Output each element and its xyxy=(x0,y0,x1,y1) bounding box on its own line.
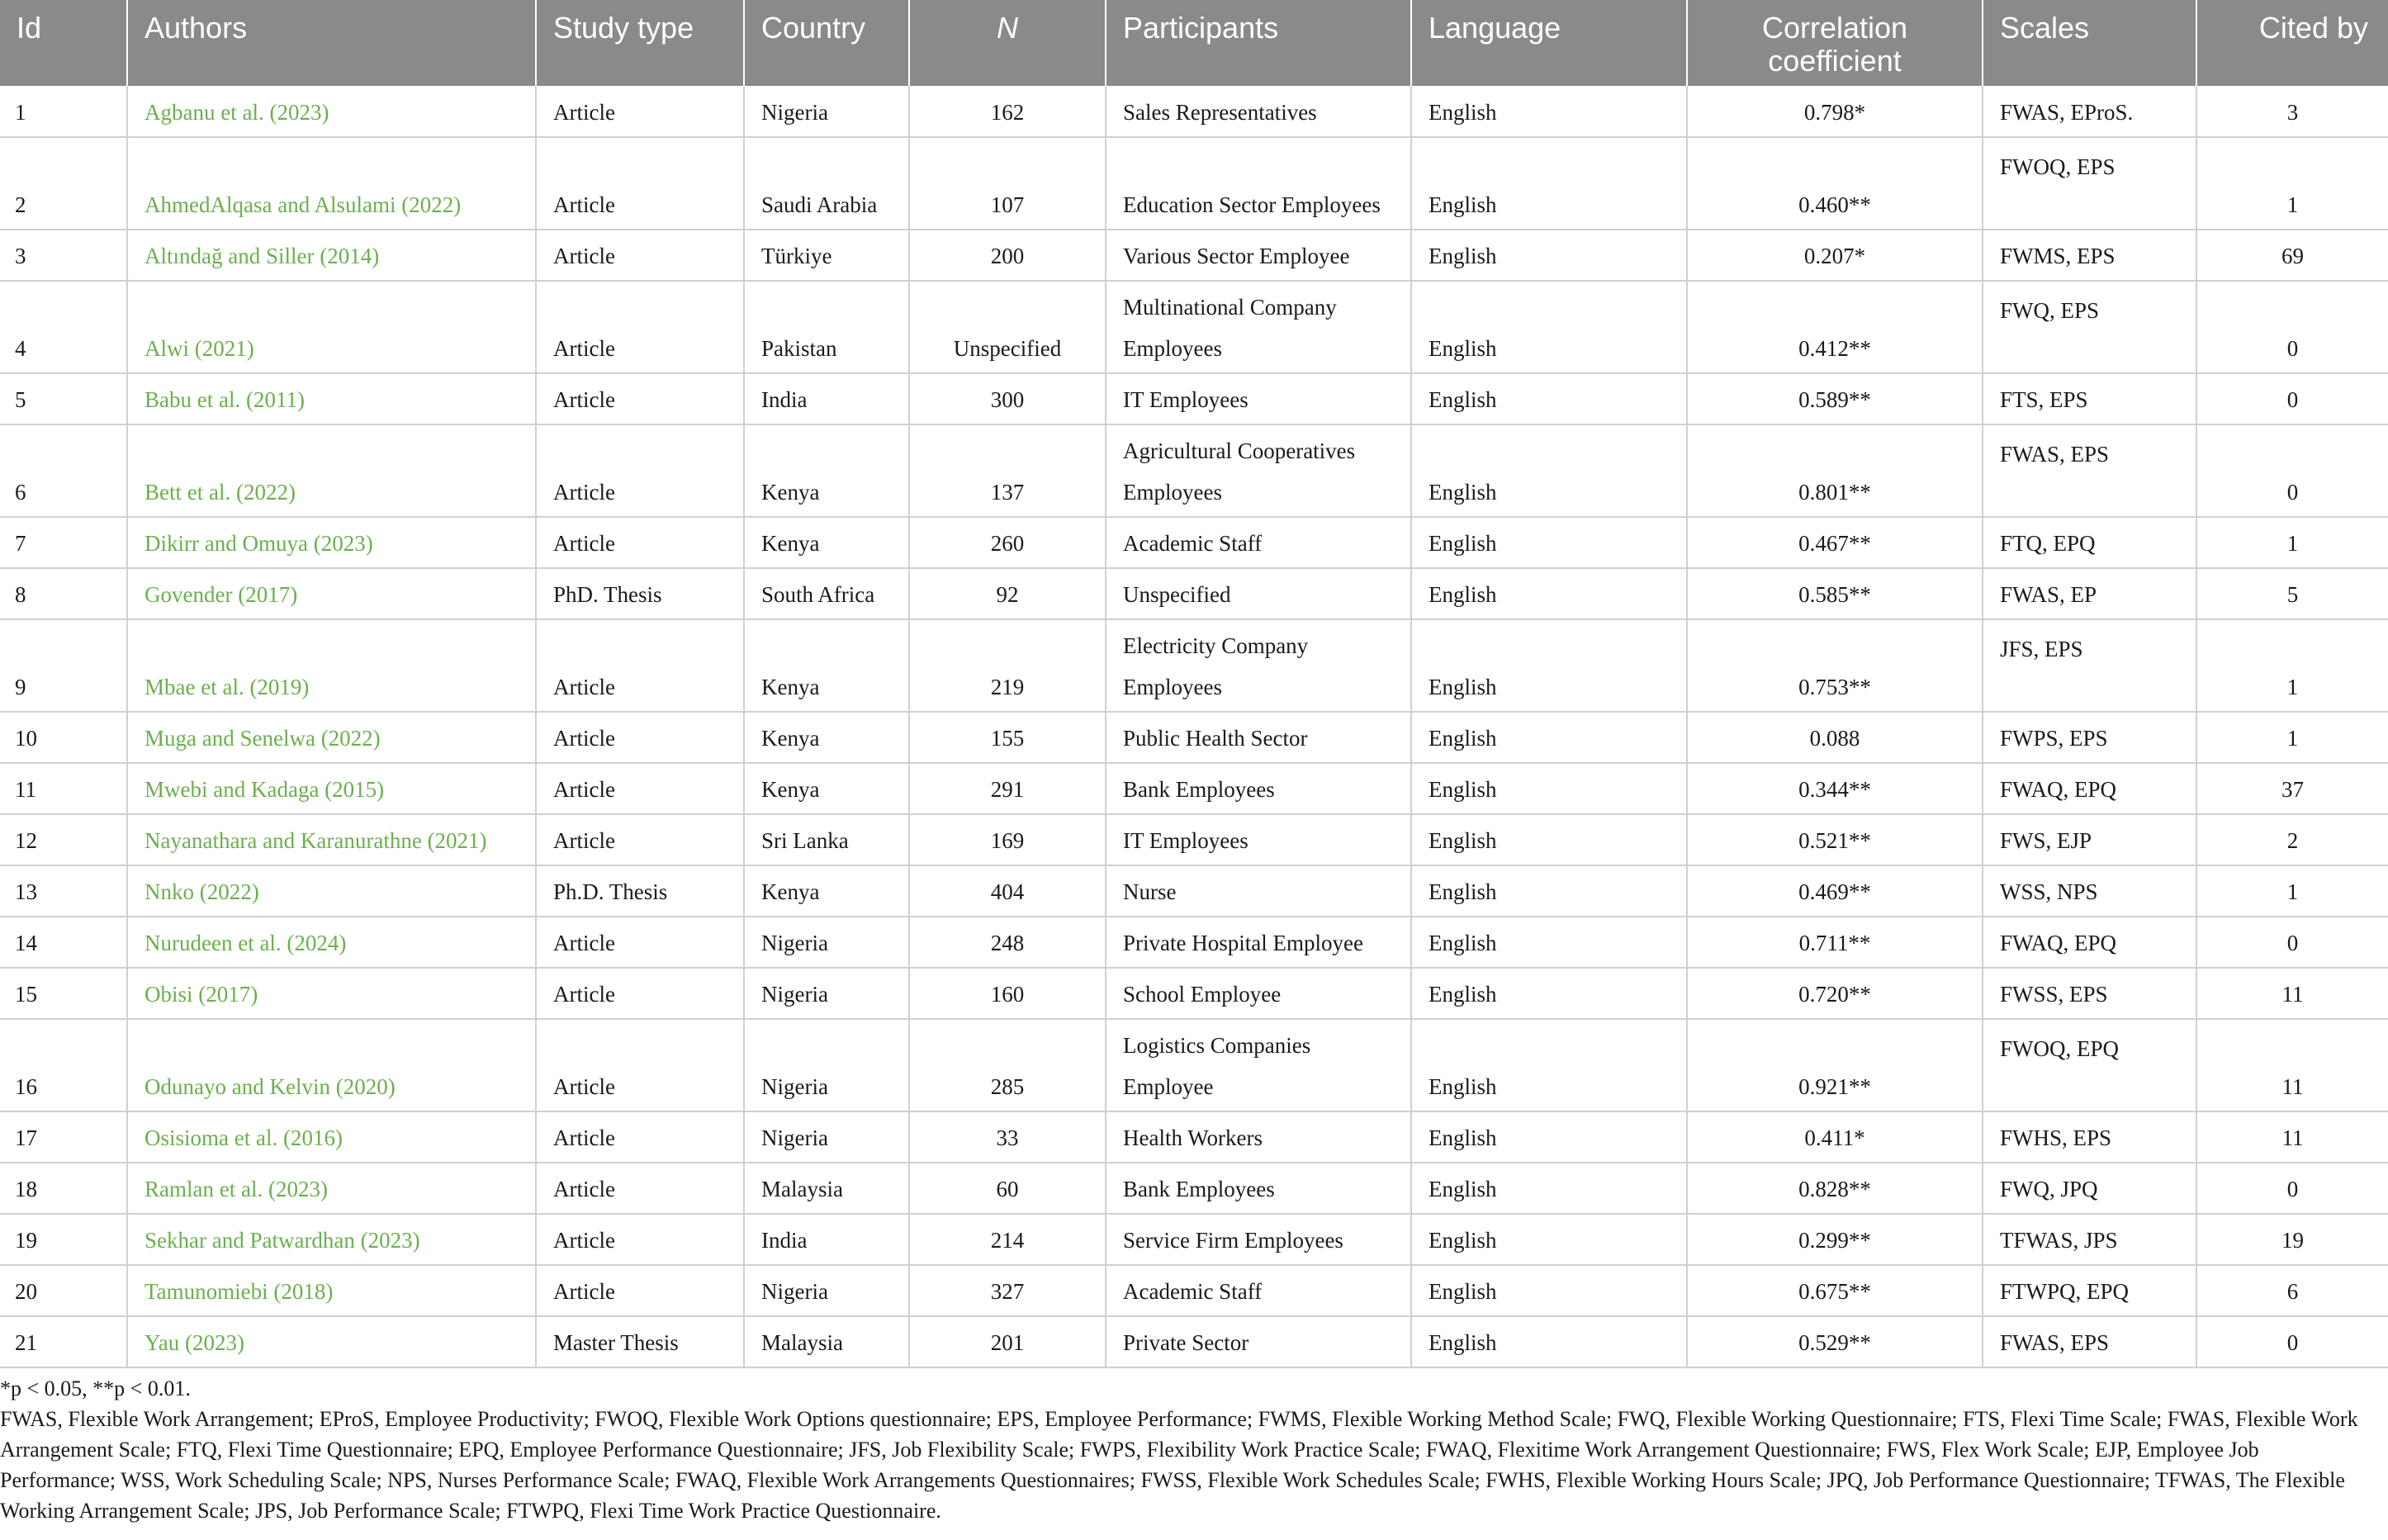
cell-study-type: Article xyxy=(536,1019,744,1111)
cell-country: Nigeria xyxy=(744,1265,909,1316)
cell-scales: FWQ, JPQ xyxy=(1983,1163,2196,1214)
cell-correlation: 0.798* xyxy=(1687,86,1983,137)
cell-id: 9 xyxy=(0,619,127,712)
cell-participants: IT Employees xyxy=(1106,373,1411,424)
cell-correlation: 0.711** xyxy=(1687,917,1983,968)
cell-participants: Academic Staff xyxy=(1106,517,1411,568)
cell-participants: Education Sector Employees xyxy=(1106,137,1411,230)
cell-n: 200 xyxy=(909,230,1106,281)
cell-language: English xyxy=(1411,1214,1687,1265)
cell-id: 7 xyxy=(0,517,127,568)
cell-cited-by: 0 xyxy=(2196,424,2388,517)
cell-correlation: 0.207* xyxy=(1687,230,1983,281)
cell-country: Nigeria xyxy=(744,1111,909,1163)
cell-n: 33 xyxy=(909,1111,1106,1163)
header-country: Country xyxy=(744,0,909,86)
header-correlation: Correlation coefficient xyxy=(1687,0,1983,86)
cell-scales: FWSS, EPS xyxy=(1983,968,2196,1019)
cell-participants: Bank Employees xyxy=(1106,763,1411,814)
cell-n: 404 xyxy=(909,865,1106,917)
table-body xyxy=(0,86,2388,1367)
cell-authors[interactable]: Alwi (2021) xyxy=(127,281,536,373)
cell-country: Türkiye xyxy=(744,230,909,281)
cell-scales: FTS, EPS xyxy=(1983,373,2196,424)
cell-correlation: 0.828** xyxy=(1687,1163,1983,1214)
cell-n: 137 xyxy=(909,424,1106,517)
cell-participants: Service Firm Employees xyxy=(1106,1214,1411,1265)
cell-language: English xyxy=(1411,712,1687,763)
table-row xyxy=(0,424,2388,517)
cell-scales: FWAS, EPS xyxy=(1983,1316,2196,1367)
cell-language: English xyxy=(1411,763,1687,814)
cell-id: 2 xyxy=(0,137,127,230)
cell-country: Nigeria xyxy=(744,917,909,968)
significance-note: *p < 0.05, **p < 0.01. xyxy=(0,1377,191,1400)
cell-correlation: 0.801** xyxy=(1687,424,1983,517)
abbreviations-note: FWAS, Flexible Work Arrangement; EProS, Employee Productivity; FWOQ, Flexible Work Options questionnaire; EPS, Employee Performance; FWMS, Flexible Working Method Scale; FWQ, Flexible Working Questionnaire; FTS, Flexi Time Scale; FWAS, Flexible Work Arrangement Scale; FTQ, Flexi Time Questionnaire; EPQ, Employee Performance Questionnaire; JFS, Job Flexibility Scale; FWPS, Flexibility Work Practice Scale; FWAQ, Flexitime Work Arrangement Questionnaire; FWS, Flex Work Scale; EJP, Employee Job Performance; WSS, Work Scheduling Scale; NPS, Nurses Performance Scale; FWAQ, Flexible Work Arrangements Questionnaires; FWSS, Flexible Work Schedules Scale; FWHS, Flexible Working Hours Scale; JPQ, Job Performance Questionnaire; TFWAS, The Flexible Working Arrangement Scale; JPS, Job Performance Scale; FTWPQ, Flexi Time Work Practice Questionnaire. xyxy=(0,1407,2358,1523)
cell-correlation: 0.469** xyxy=(1687,865,1983,917)
table-row xyxy=(0,1163,2388,1214)
cell-study-type: Article xyxy=(536,712,744,763)
cell-cited-by: 0 xyxy=(2196,281,2388,373)
cell-country: India xyxy=(744,1214,909,1265)
cell-country: Nigeria xyxy=(744,1019,909,1111)
cell-participants: Agricultural Cooperatives Employees xyxy=(1106,424,1411,517)
cell-authors[interactable]: Nnko (2022) xyxy=(127,865,536,917)
cell-n: 155 xyxy=(909,712,1106,763)
header-n: N xyxy=(909,0,1106,86)
cell-country: India xyxy=(744,373,909,424)
cell-scales: FWOQ, EPQ xyxy=(1983,1019,2196,1111)
table-row xyxy=(0,1316,2388,1367)
cell-study-type: Ph.D. Thesis xyxy=(536,865,744,917)
cell-scales: FWS, EJP xyxy=(1983,814,2196,865)
cell-id: 14 xyxy=(0,917,127,968)
cell-cited-by: 0 xyxy=(2196,917,2388,968)
cell-study-type: Article xyxy=(536,1163,744,1214)
cell-country: Kenya xyxy=(744,763,909,814)
cell-id: 20 xyxy=(0,1265,127,1316)
cell-cited-by: 11 xyxy=(2196,968,2388,1019)
cell-cited-by: 11 xyxy=(2196,1019,2388,1111)
cell-country: Pakistan xyxy=(744,281,909,373)
cell-id: 8 xyxy=(0,568,127,619)
cell-scales: FTQ, EPQ xyxy=(1983,517,2196,568)
cell-id: 13 xyxy=(0,865,127,917)
table-row xyxy=(0,917,2388,968)
table-row xyxy=(0,230,2388,281)
cell-country: Kenya xyxy=(744,712,909,763)
cell-study-type: PhD. Thesis xyxy=(536,568,744,619)
cell-scales: FWAS, EPS xyxy=(1983,424,2196,517)
cell-cited-by: 0 xyxy=(2196,1316,2388,1367)
cell-language: English xyxy=(1411,137,1687,230)
cell-authors[interactable]: Nurudeen et al. (2024) xyxy=(127,917,536,968)
table-row xyxy=(0,814,2388,865)
cell-study-type: Article xyxy=(536,1265,744,1316)
cell-correlation: 0.675** xyxy=(1687,1265,1983,1316)
table-row xyxy=(0,373,2388,424)
cell-cited-by: 5 xyxy=(2196,568,2388,619)
cell-language: English xyxy=(1411,517,1687,568)
table-row xyxy=(0,517,2388,568)
cell-authors[interactable]: Ramlan et al. (2023) xyxy=(127,1163,536,1214)
cell-language: English xyxy=(1411,1019,1687,1111)
cell-cited-by: 1 xyxy=(2196,712,2388,763)
table-header-row xyxy=(0,0,2388,86)
header-language: Language xyxy=(1411,0,1687,86)
cell-id: 1 xyxy=(0,86,127,137)
cell-cited-by: 11 xyxy=(2196,1111,2388,1163)
cell-participants: Sales Representatives xyxy=(1106,86,1411,137)
cell-language: English xyxy=(1411,1316,1687,1367)
cell-n: 248 xyxy=(909,917,1106,968)
cell-country: Kenya xyxy=(744,517,909,568)
cell-language: English xyxy=(1411,373,1687,424)
cell-study-type: Article xyxy=(536,424,744,517)
cell-country: Sri Lanka xyxy=(744,814,909,865)
cell-study-type: Article xyxy=(536,1214,744,1265)
cell-participants: Public Health Sector xyxy=(1106,712,1411,763)
cell-country: Nigeria xyxy=(744,968,909,1019)
cell-study-type: Article xyxy=(536,517,744,568)
cell-participants: Various Sector Employee xyxy=(1106,230,1411,281)
cell-n: 92 xyxy=(909,568,1106,619)
cell-scales: FWQ, EPS xyxy=(1983,281,2196,373)
cell-study-type: Article xyxy=(536,814,744,865)
cell-cited-by: 19 xyxy=(2196,1214,2388,1265)
cell-n: 219 xyxy=(909,619,1106,712)
cell-country: Nigeria xyxy=(744,86,909,137)
cell-id: 3 xyxy=(0,230,127,281)
cell-language: English xyxy=(1411,230,1687,281)
cell-authors[interactable]: Muga and Senelwa (2022) xyxy=(127,712,536,763)
cell-language: English xyxy=(1411,281,1687,373)
table-row xyxy=(0,137,2388,230)
cell-study-type: Article xyxy=(536,619,744,712)
table-row xyxy=(0,865,2388,917)
cell-scales: FWHS, EPS xyxy=(1983,1111,2196,1163)
cell-id: 17 xyxy=(0,1111,127,1163)
table-row xyxy=(0,568,2388,619)
cell-cited-by: 1 xyxy=(2196,517,2388,568)
cell-country: South Africa xyxy=(744,568,909,619)
cell-n: Unspecified xyxy=(909,281,1106,373)
cell-participants: Bank Employees xyxy=(1106,1163,1411,1214)
cell-authors[interactable]: Agbanu et al. (2023) xyxy=(127,86,536,137)
cell-scales: FWAQ, EPQ xyxy=(1983,763,2196,814)
cell-language: English xyxy=(1411,814,1687,865)
header-participants: Participants xyxy=(1106,0,1411,86)
cell-scales: JFS, EPS xyxy=(1983,619,2196,712)
cell-n: 214 xyxy=(909,1214,1106,1265)
table-row xyxy=(0,1214,2388,1265)
cell-study-type: Article xyxy=(536,281,744,373)
cell-scales: TFWAS, JPS xyxy=(1983,1214,2196,1265)
cell-participants: School Employee xyxy=(1106,968,1411,1019)
cell-correlation: 0.529** xyxy=(1687,1316,1983,1367)
cell-participants: IT Employees xyxy=(1106,814,1411,865)
cell-correlation: 0.411* xyxy=(1687,1111,1983,1163)
cell-language: English xyxy=(1411,619,1687,712)
cell-study-type: Article xyxy=(536,917,744,968)
cell-language: English xyxy=(1411,917,1687,968)
cell-scales: FWOQ, EPS xyxy=(1983,137,2196,230)
cell-id: 4 xyxy=(0,281,127,373)
cell-n: 107 xyxy=(909,137,1106,230)
cell-n: 285 xyxy=(909,1019,1106,1111)
cell-scales: FTWPQ, EPQ xyxy=(1983,1265,2196,1316)
cell-id: 11 xyxy=(0,763,127,814)
cell-n: 201 xyxy=(909,1316,1106,1367)
header-cited-by: Cited by xyxy=(2196,0,2388,86)
cell-cited-by: 6 xyxy=(2196,1265,2388,1316)
cell-authors[interactable]: Mbae et al. (2019) xyxy=(127,619,536,712)
cell-id: 21 xyxy=(0,1316,127,1367)
table-row xyxy=(0,763,2388,814)
cell-country: Malaysia xyxy=(744,1316,909,1367)
cell-country: Saudi Arabia xyxy=(744,137,909,230)
cell-authors[interactable]: Babu et al. (2011) xyxy=(127,373,536,424)
cell-language: English xyxy=(1411,865,1687,917)
cell-scales: FWAQ, EPQ xyxy=(1983,917,2196,968)
cell-participants: Logistics Companies Employee xyxy=(1106,1019,1411,1111)
cell-authors[interactable]: Altındağ and Siller (2014) xyxy=(127,230,536,281)
cell-cited-by: 1 xyxy=(2196,619,2388,712)
cell-id: 18 xyxy=(0,1163,127,1214)
cell-id: 16 xyxy=(0,1019,127,1111)
cell-participants: Academic Staff xyxy=(1106,1265,1411,1316)
cell-authors[interactable]: Sekhar and Patwardhan (2023) xyxy=(127,1214,536,1265)
header-authors: Authors xyxy=(127,0,536,86)
cell-authors[interactable]: Govender (2017) xyxy=(127,568,536,619)
cell-country: Kenya xyxy=(744,619,909,712)
cell-cited-by: 37 xyxy=(2196,763,2388,814)
cell-language: English xyxy=(1411,424,1687,517)
cell-participants: Electricity Company Employees xyxy=(1106,619,1411,712)
cell-study-type: Article xyxy=(536,86,744,137)
cell-scales: FWMS, EPS xyxy=(1983,230,2196,281)
cell-n: 160 xyxy=(909,968,1106,1019)
cell-participants: Multinational Company Employees xyxy=(1106,281,1411,373)
cell-language: English xyxy=(1411,86,1687,137)
cell-language: English xyxy=(1411,1265,1687,1316)
cell-language: English xyxy=(1411,1111,1687,1163)
cell-scales: FWPS, EPS xyxy=(1983,712,2196,763)
cell-n: 162 xyxy=(909,86,1106,137)
header-scales: Scales xyxy=(1983,0,2196,86)
table-row xyxy=(0,1265,2388,1316)
cell-authors[interactable]: Mwebi and Kadaga (2015) xyxy=(127,763,536,814)
cell-correlation: 0.921** xyxy=(1687,1019,1983,1111)
cell-id: 6 xyxy=(0,424,127,517)
cell-id: 15 xyxy=(0,968,127,1019)
cell-study-type: Article xyxy=(536,1111,744,1163)
cell-cited-by: 3 xyxy=(2196,86,2388,137)
cell-language: English xyxy=(1411,1163,1687,1214)
table-footnotes xyxy=(0,1368,2388,1526)
header-id: Id xyxy=(0,0,127,86)
cell-participants: Health Workers xyxy=(1106,1111,1411,1163)
cell-study-type: Article xyxy=(536,230,744,281)
cell-authors[interactable]: Osisioma et al. (2016) xyxy=(127,1111,536,1163)
cell-country: Kenya xyxy=(744,424,909,517)
cell-authors[interactable]: Odunayo and Kelvin (2020) xyxy=(127,1019,536,1111)
cell-correlation: 0.460** xyxy=(1687,137,1983,230)
cell-language: English xyxy=(1411,968,1687,1019)
cell-study-type: Master Thesis xyxy=(536,1316,744,1367)
cell-correlation: 0.753** xyxy=(1687,619,1983,712)
cell-n: 300 xyxy=(909,373,1106,424)
cell-country: Malaysia xyxy=(744,1163,909,1214)
table-row xyxy=(0,712,2388,763)
cell-cited-by: 69 xyxy=(2196,230,2388,281)
cell-n: 327 xyxy=(909,1265,1106,1316)
cell-correlation: 0.585** xyxy=(1687,568,1983,619)
cell-scales: FWAS, EP xyxy=(1983,568,2196,619)
cell-authors[interactable]: Yau (2023) xyxy=(127,1316,536,1367)
cell-correlation: 0.521** xyxy=(1687,814,1983,865)
cell-cited-by: 1 xyxy=(2196,137,2388,230)
cell-n: 169 xyxy=(909,814,1106,865)
cell-participants: Unspecified xyxy=(1106,568,1411,619)
cell-country: Kenya xyxy=(744,865,909,917)
cell-n: 60 xyxy=(909,1163,1106,1214)
table-row xyxy=(0,619,2388,712)
cell-cited-by: 0 xyxy=(2196,1163,2388,1214)
cell-n: 291 xyxy=(909,763,1106,814)
cell-authors[interactable]: Tamunomiebi (2018) xyxy=(127,1265,536,1316)
cell-id: 5 xyxy=(0,373,127,424)
table-row xyxy=(0,1019,2388,1111)
header-study-type: Study type xyxy=(536,0,744,86)
cell-authors[interactable]: Obisi (2017) xyxy=(127,968,536,1019)
cell-participants: Private Hospital Employee xyxy=(1106,917,1411,968)
cell-study-type: Article xyxy=(536,968,744,1019)
cell-id: 19 xyxy=(0,1214,127,1265)
table-row xyxy=(0,968,2388,1019)
cell-correlation: 0.412** xyxy=(1687,281,1983,373)
table-row xyxy=(0,281,2388,373)
cell-id: 10 xyxy=(0,712,127,763)
cell-authors[interactable]: Dikirr and Omuya (2023) xyxy=(127,517,536,568)
cell-correlation: 0.720** xyxy=(1687,968,1983,1019)
cell-authors[interactable]: Nayanathara and Karanurathne (2021) xyxy=(127,814,536,865)
cell-participants: Nurse xyxy=(1106,865,1411,917)
cell-cited-by: 0 xyxy=(2196,373,2388,424)
cell-cited-by: 1 xyxy=(2196,865,2388,917)
cell-authors[interactable]: AhmedAlqasa and Alsulami (2022) xyxy=(127,137,536,230)
cell-study-type: Article xyxy=(536,763,744,814)
cell-study-type: Article xyxy=(536,137,744,230)
cell-n: 260 xyxy=(909,517,1106,568)
cell-correlation: 0.088 xyxy=(1687,712,1983,763)
table-row xyxy=(0,86,2388,137)
cell-cited-by: 2 xyxy=(2196,814,2388,865)
cell-correlation: 0.589** xyxy=(1687,373,1983,424)
cell-correlation: 0.344** xyxy=(1687,763,1983,814)
cell-scales: WSS, NPS xyxy=(1983,865,2196,917)
cell-scales: FWAS, EProS. xyxy=(1983,86,2196,137)
cell-id: 12 xyxy=(0,814,127,865)
table-row xyxy=(0,1111,2388,1163)
cell-study-type: Article xyxy=(536,373,744,424)
cell-participants: Private Sector xyxy=(1106,1316,1411,1367)
cell-correlation: 0.299** xyxy=(1687,1214,1983,1265)
cell-authors[interactable]: Bett et al. (2022) xyxy=(127,424,536,517)
cell-language: English xyxy=(1411,568,1687,619)
cell-correlation: 0.467** xyxy=(1687,517,1983,568)
